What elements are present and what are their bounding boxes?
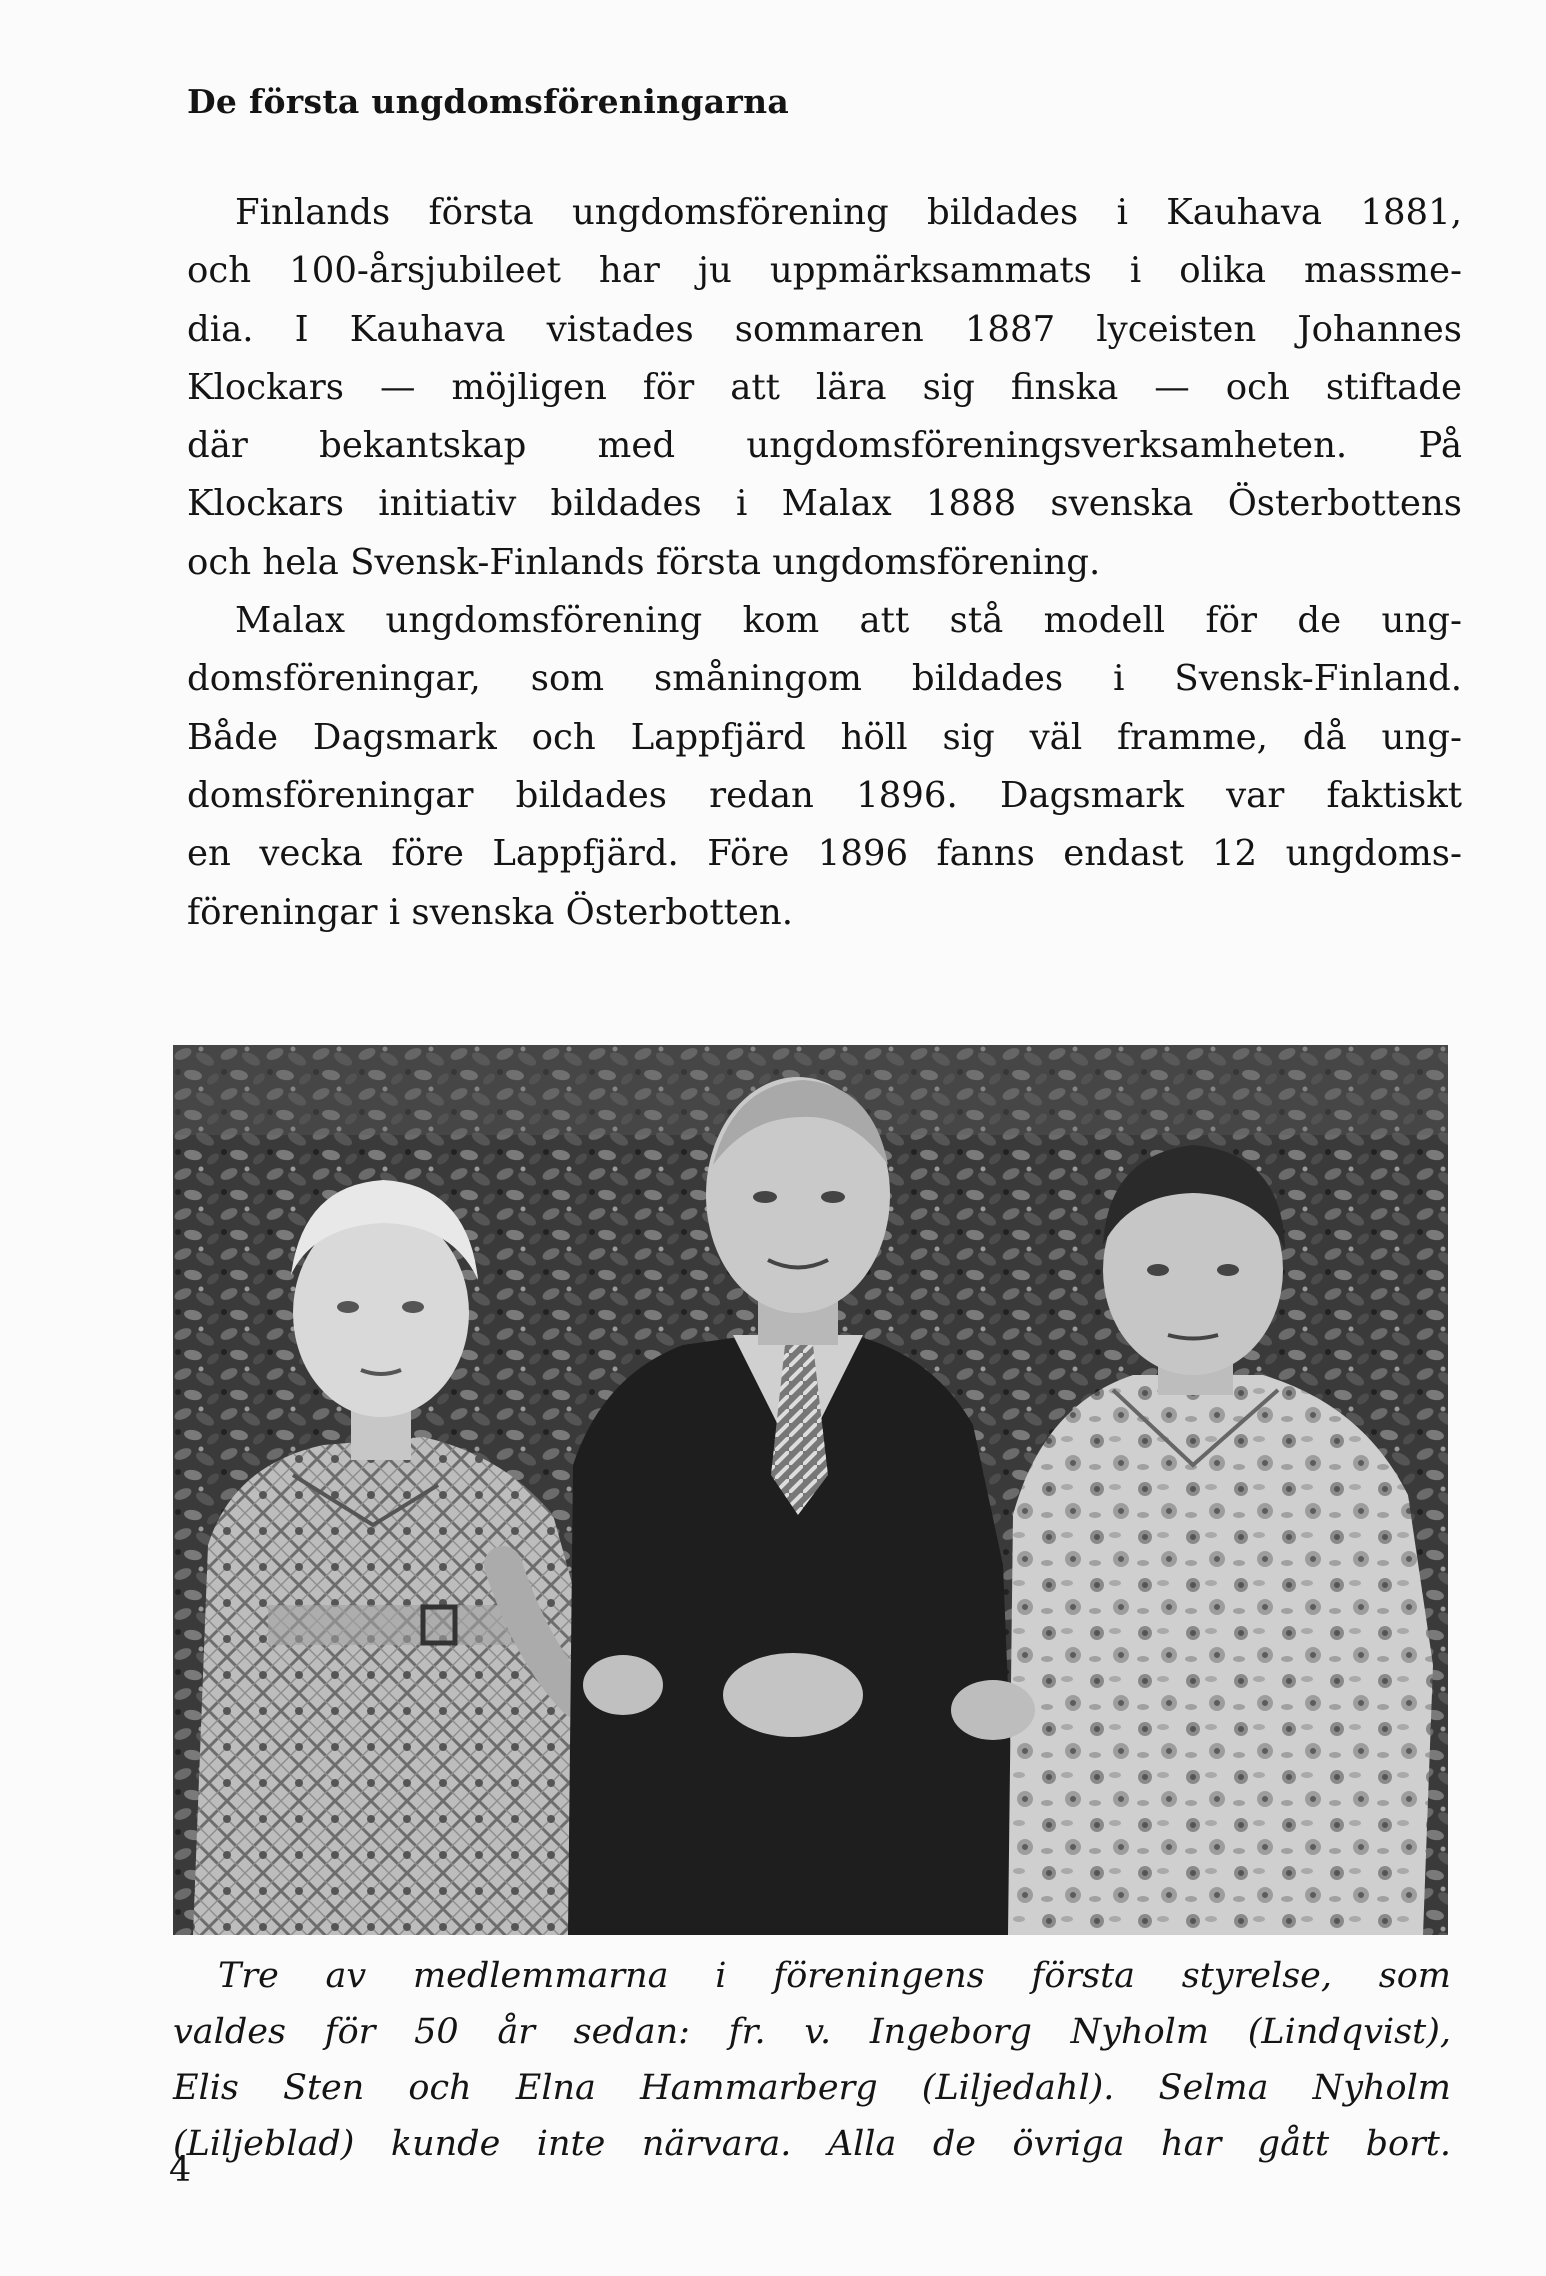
body-line: Finlands första ungdomsförening bildades i Kauhava 1881,: [235, 192, 1462, 233]
body-line: där bekantskap med ungdomsföreningsverksamheten. På: [187, 425, 1462, 467]
body-line: och hela Svensk-Finlands första ungdomsförening.: [187, 541, 1101, 583]
group-portrait-photo: [173, 1045, 1448, 1935]
section-heading: De första ungdomsföreningarna: [187, 82, 790, 121]
body-text: [187, 184, 1462, 942]
caption-line: Tre av medlemmarna i föreningens första styrelse, som: [218, 1956, 1451, 1996]
body-line: Klockars initiativ bildades i Malax 1888 svenska Österbottens: [187, 483, 1462, 525]
caption-line: valdes för 50 år sedan: fr. v. Ingeborg Nyholm (Lindqvist),: [173, 2012, 1451, 2052]
page-number: 4: [169, 2150, 192, 2190]
body-line: domsföreningar bildades redan 1896. Dagsmark var faktiskt: [187, 774, 1462, 816]
body-line: Malax ungdomsförening kom att stå modell för de ung-: [235, 600, 1462, 642]
caption-line: Elis Sten och Elna Hammarberg (Liljedahl). Selma Nyholm: [173, 2068, 1451, 2108]
body-line: dia. I Kauhava vistades sommaren 1887 lyceisten Johannes: [187, 308, 1462, 350]
body-line: domsföreningar, som småningom bildades i Svensk-Finland.: [187, 658, 1462, 700]
body-line: en vecka före Lappfjärd. Före 1896 fanns endast 12 ungdoms-: [187, 833, 1462, 875]
photo-caption: [173, 1948, 1451, 2172]
body-line: och 100-årsjubileet har ju uppmärksammats i olika massme-: [187, 250, 1462, 292]
body-line: Klockars — möjligen för att lära sig finska — och stiftade: [187, 366, 1462, 408]
body-line: Både Dagsmark och Lappfjärd höll sig väl framme, då ung-: [187, 716, 1462, 758]
caption-line: (Liljeblad) kunde inte närvara. Alla de övriga har gått bort.: [173, 2124, 1451, 2164]
photo-illustration: [173, 1045, 1448, 1935]
body-line: föreningar i svenska Österbotten.: [187, 891, 794, 933]
